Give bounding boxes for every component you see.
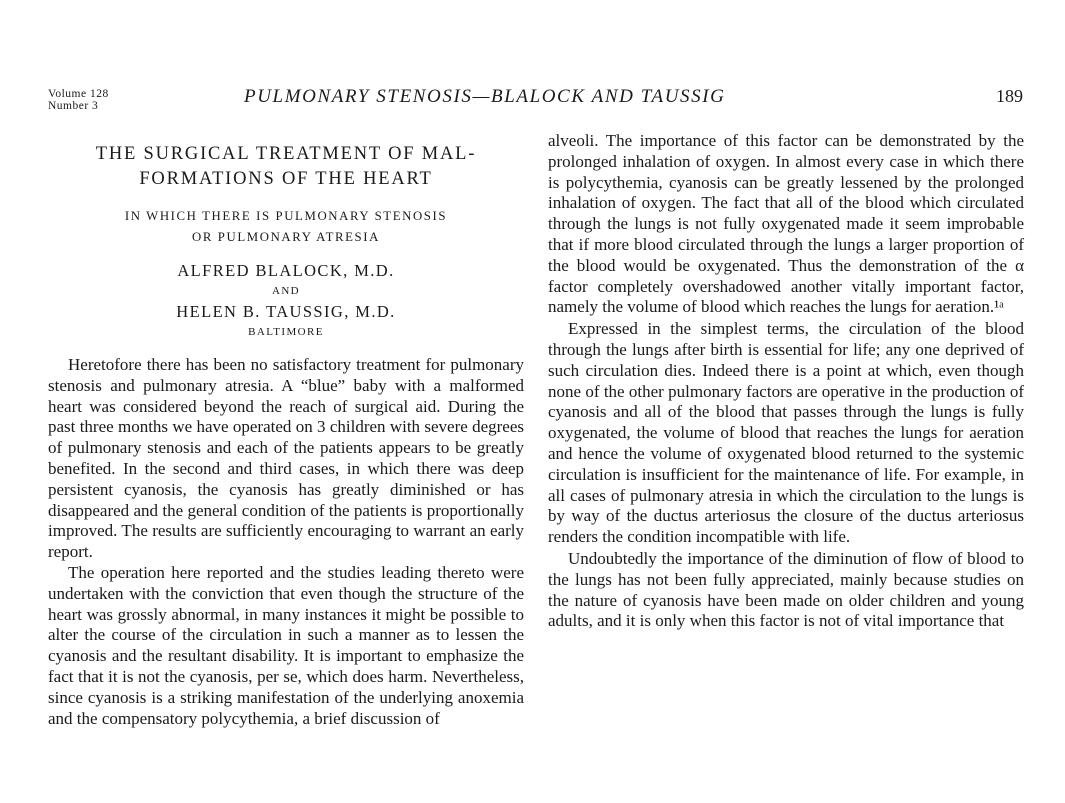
right-paragraph-1: alveoli. The importance of this factor can be demonstrated by the prolonged inhalation of oxygen. In almost every case in which there is polycythemia, cyanosis can be greatly lessened by the prolonged inhalation of oxygen. The fact that all of the blood which circulated through the lungs is not fully oxygenated made it seem improbable that if more blood circulated through the lungs a larger proportion of the blood would be oxygenated. Thus the demonstration of the α factor completely overshadowed another vitally important factor, namely the volume of blood which reaches the lungs for aeration.¹ᵃ bbox=[548, 131, 1024, 317]
article-subtitle bbox=[48, 206, 524, 248]
and-separator: AND bbox=[271, 285, 301, 297]
author-location: BALTIMORE bbox=[248, 326, 324, 338]
left-column bbox=[48, 142, 524, 729]
title-line-2: FORMATIONS OF THE HEART bbox=[139, 169, 433, 189]
author-1: ALFRED BLALOCK, M.D. bbox=[177, 261, 395, 280]
title-line-1: THE SURGICAL TREATMENT OF MAL- bbox=[95, 144, 477, 164]
author-2: HELEN B. TAUSSIG, M.D. bbox=[176, 302, 396, 321]
subtitle-line-1: IN WHICH THERE IS PULMONARY STENOSIS bbox=[124, 209, 448, 223]
right-paragraph-3: Undoubtedly the importance of the diminution of flow of blood to the lungs has not been fully appreciated, mainly because studies on the nature of cyanosis have been made on older children and young adults, and it is only when this factor is not of vital importance that bbox=[548, 548, 1024, 631]
article-title bbox=[48, 142, 524, 192]
number-label: Number 3 bbox=[48, 100, 99, 112]
volume-label: Volume 128 bbox=[48, 88, 109, 100]
subtitle-line-2: OR PULMONARY ATRESIA bbox=[192, 230, 380, 244]
left-paragraph-1: Heretofore there has been no satisfactory treatment for pulmonary stenosis and pulmonary atresia. A “blue” baby with a malformed heart was considered beyond the reach of surgical aid. During the past three months we have operated on 3 children with severe degrees of pulmonary stenosis and each of the patients appears to be greatly benefited. In the second and third cases, in which there was deep persistent cyanosis, the cyanosis has greatly diminished or has disappeared and the general condition of the patients is proportionally improved. The results are sufficiently encouraging to warrant an early report. bbox=[48, 355, 524, 562]
right-paragraph-2: Expressed in the simplest terms, the circulation of the blood through the lungs after birth is essential for life; any one deprived of such circulation dies. Indeed there is a point at which, even though none of the other pulmonary factors are operative in the production of cyanosis and all of the blood that passes through the lungs is fully oxygenated, the volume of blood that reaches the lungs for aeration and hence the volume of oxygenated blood returned to the systemic circulation is insufficient for the maintenance of life. For example, in all cases of pulmonary atresia in which the circulation to the lungs is by way of the ductus arteriosus the closure of the ductus arteriosus renders the condition incompatible with life. bbox=[548, 319, 1024, 547]
page-header bbox=[48, 86, 1023, 114]
left-paragraph-2: The operation here reported and the studies leading thereto were undertaken with the conviction that even though the structure of the heart was grossly abnormal, in many instances it might be possible to alter the course of the circulation in such a manner as to lessen the cyanosis and the resultant disability. It is important to emphasize the fact that it is not the cyanosis, per se, which does harm. Nevertheless, since cyanosis is a striking manifestation of the underlying anoxemia and the compensatory polycythemia, a brief discussion of bbox=[48, 562, 524, 728]
volume-info bbox=[48, 88, 109, 112]
page-number: 189 bbox=[996, 86, 1023, 106]
running-title: PULMONARY STENOSIS—BLALOCK AND TAUSSIG bbox=[244, 86, 726, 107]
right-column bbox=[548, 131, 1024, 632]
